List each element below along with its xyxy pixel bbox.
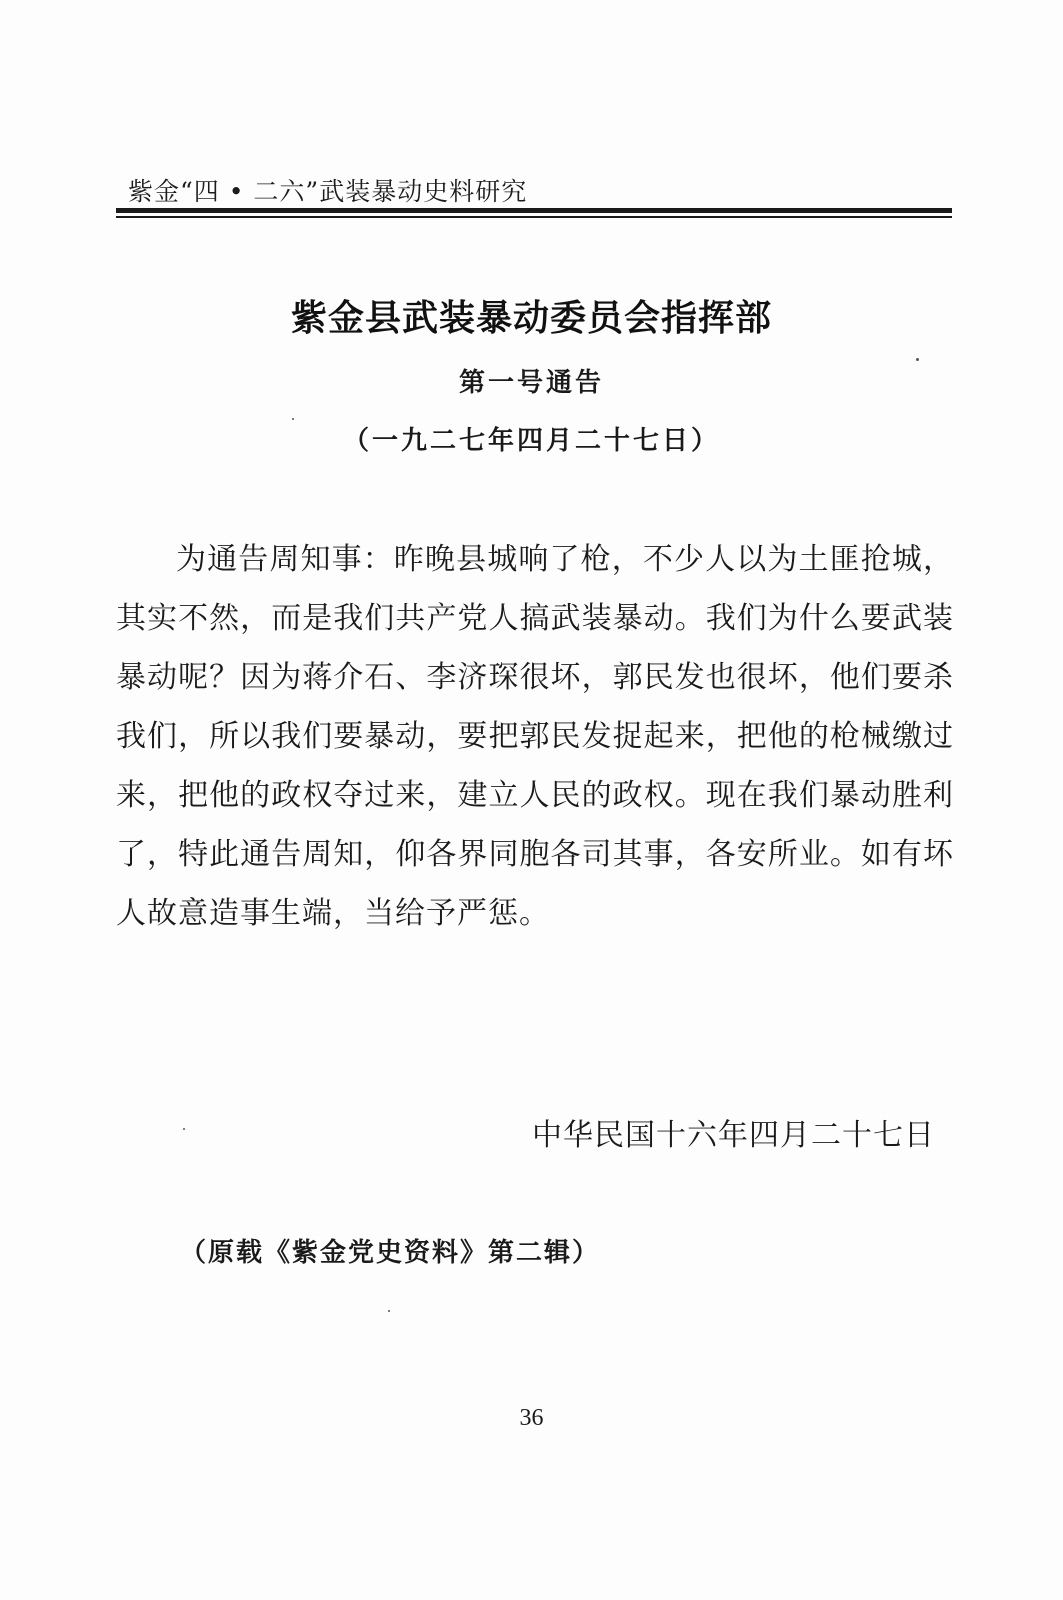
document-subtitle: 第一号通告 — [458, 368, 604, 398]
page-number: 36 — [519, 1405, 544, 1431]
signature-date: 中华民国十六年四月二十七日 — [532, 1118, 935, 1153]
scan-speck — [916, 358, 919, 361]
source-note: （原载《紫金党史资料》第二辑） — [180, 1238, 601, 1268]
document-date-line: （一九二七年四月二十七日） — [342, 426, 720, 456]
scan-speck — [183, 1128, 185, 1130]
notice-body-paragraph: 为通告周知事：昨晚县城响了枪，不少人以为土匪抢城，其实不然，而是我们共产党人搞武装暴动。我们为什么要武装暴动呢？因为蒋介石、李济琛很坏，郭民发也很坏，他们要杀我们，所以我们要暴动，要把郭民发捉起来，把他的枪械缴过来，把他的政权夺过来，建立人民的政权。现在我们暴动胜利了，特此通告周知，仰各界同胞各司其事，各安所业。如有坏人故意造事生端，当给予严惩。 — [116, 542, 954, 931]
header-rule — [116, 208, 952, 213]
document-title: 紫金县武装暴动委员会指挥部 — [290, 297, 772, 339]
scan-speck — [292, 418, 294, 420]
header-rule-thin — [116, 216, 952, 218]
scan-speck — [388, 1310, 390, 1312]
running-header: 紫金“四 • 二六”武装暴动史料研究 — [128, 177, 528, 206]
